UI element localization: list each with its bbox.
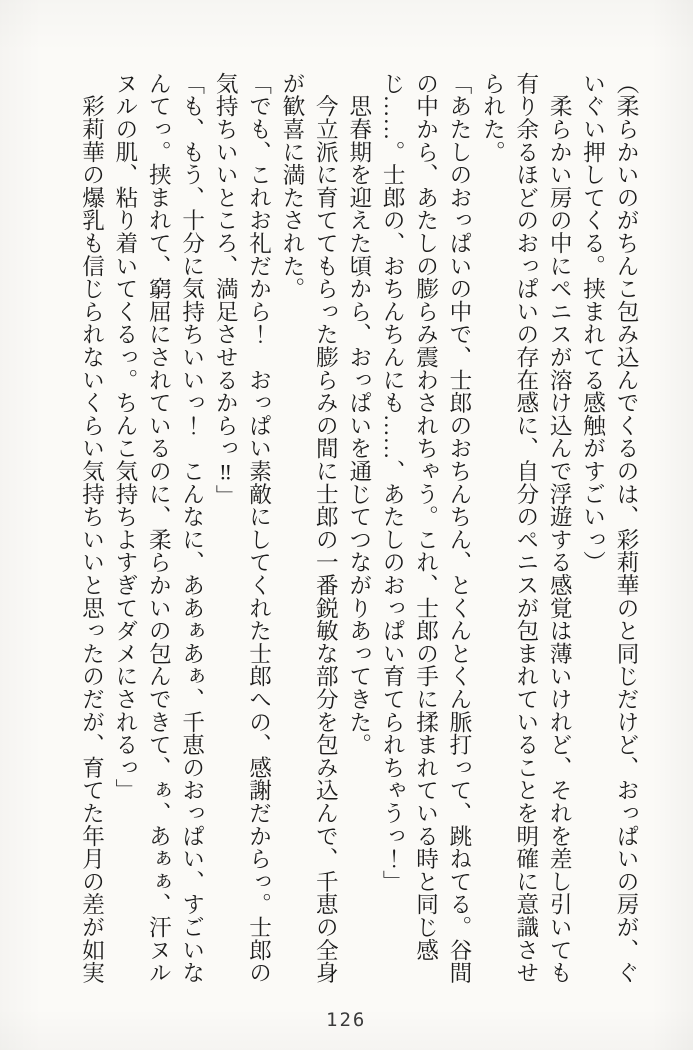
page-number: 126 xyxy=(326,1009,367,1031)
paragraph-monologue-open: （柔らかいのがちんこ包み込んでくるのは、彩莉華のと同じだけど、おっぱいの房が、ぐいぐい押してくる。挟まれてる感触がすごいっ） xyxy=(580,72,639,984)
paragraph-narration-4: 彩莉華の爆乳も信じられないくらい気持ちいいと思ったのだが、育てた年月の差が如実 xyxy=(79,72,105,984)
paragraph-narration-1: 柔らかい房の中にペニスが溶け込んで浮遊する感覚は薄いけれど、それを差し引いても有り余るほどのおっぱいの存在感に、自分のペニスが包まれていることを明確に意識させられた。 xyxy=(480,72,573,984)
paragraph-dialogue-2: 「でも、これお礼だから！ おっぱい素敵にしてくれた士郎への、感謝だからっ。士郎の気持ちいいところ、満足させるからっ‼」 xyxy=(213,72,272,984)
paragraph-dialogue-1: 「あたしのおっぱいの中で、士郎のおちんちん、とくんとくん脈打って、跳ねてる。谷間の中から、あたしの膨らみ震わされちゃう。これ、士郎の手に揉まれている時と同じ感じ……。士郎の、おちんちんにも……、あたしのおっぱい育てられちゃうっ！」 xyxy=(380,72,472,984)
paragraph-narration-2: 思春期を迎えた頃から、おっぱいを通じてつながりあってきた。 xyxy=(346,72,372,756)
vertical-text-block xyxy=(75,72,643,985)
paragraph-narration-3: 今立派に育ててもらった膨らみの間に士郎の一番鋭敏な部分を包み込んで、千恵の全身が歓喜に満たされた。 xyxy=(279,72,339,984)
paragraph-dialogue-3: 「も、もう、十分に気持ちいいっ！ こんなに、ああぁあぁ、千恵のおっぱい、すごいなんてっ。挟まれて、窮屈にされているのに、柔らかいの包んできて、ぁ、あぁぁ、汗ヌルヌルの肌、粘り着いてくるっ。ちんこ気持ちよすぎてダメにされるっ」 xyxy=(112,72,205,984)
